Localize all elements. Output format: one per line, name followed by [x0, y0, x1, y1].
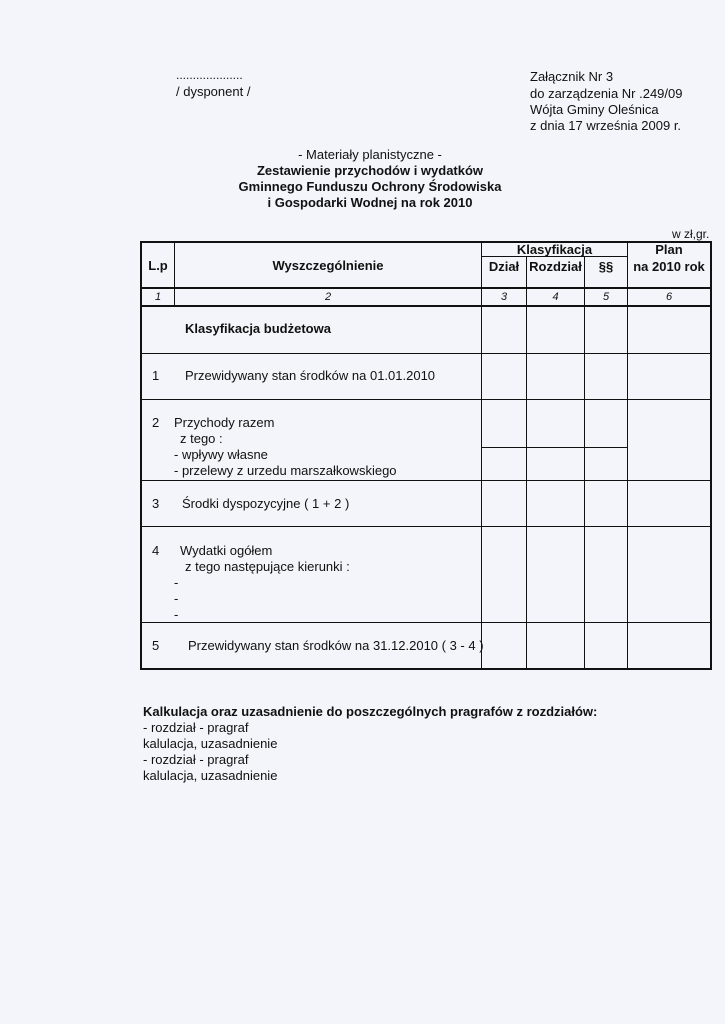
row-number: 5 [152, 638, 160, 653]
row-description: - [174, 591, 179, 606]
footer-line: kalulacja, uzasadnienie [143, 768, 278, 783]
annex-line: Wójta Gminy Oleśnica [530, 102, 659, 117]
row-description: - [174, 607, 179, 622]
row-description: Przewidywany stan środków na 31.12.2010 ( 3 - 4 ) [188, 638, 484, 653]
row-number: 2 [152, 415, 160, 430]
document-title-line: i Gospodarki Wodnej na rok 2010 [267, 195, 473, 210]
column-number: 4 [552, 291, 559, 303]
footer-heading: Kalkulacja oraz uzasadnienie do poszczególnych pragrafów z rozdziałów: [143, 704, 598, 719]
row-description: z tego : [180, 431, 223, 446]
footer-line: kalulacja, uzasadnienie [143, 736, 278, 751]
annex-line: do zarządzenia Nr .249/09 [530, 86, 683, 101]
row-description: Przychody razem [174, 415, 275, 430]
disponent-dots: .................... [176, 68, 243, 82]
column-number: 6 [665, 291, 673, 303]
header-rozdzial: Rozdział [529, 259, 582, 274]
row-number: 1 [152, 368, 160, 383]
annex-line: Załącznik Nr 3 [530, 69, 614, 84]
footer-line: - rozdział - pragraf [143, 752, 249, 767]
footer-line: - rozdział - pragraf [143, 720, 249, 735]
document-title-line: Gminnego Funduszu Ochrony Środowiska [238, 179, 502, 194]
header-description: Wyszczególnienie [272, 258, 384, 273]
row-number: 3 [152, 496, 160, 511]
header-lp: L.p [148, 258, 168, 273]
column-number: 5 [602, 291, 610, 303]
column-number: 1 [154, 291, 162, 303]
row-description: - wpływy własne [174, 447, 268, 462]
unit-label: w zł,gr. [672, 227, 710, 241]
row-description: Przewidywany stan środków na 01.01.2010 [185, 368, 436, 383]
header-classification: Klasyfikacja [516, 242, 593, 257]
header-paragraph: §§ [598, 259, 614, 274]
row-description: Wydatki ogółem [180, 543, 273, 558]
header-plan-year: na 2010 rok [633, 259, 705, 274]
header-dzial: Dział [488, 259, 520, 274]
header-plan: Plan [655, 242, 683, 257]
column-number: 2 [324, 291, 332, 303]
document-title-line: Zestawienie przychodów i wydatków [256, 163, 484, 178]
row-description: - [174, 575, 179, 590]
row-description: z tego następujące kierunki : [185, 559, 350, 574]
disponent-label: / dysponent / [176, 84, 251, 99]
section-title: Klasyfikacja budżetowa [185, 321, 331, 336]
column-number: 3 [500, 291, 508, 303]
row-description: - przelewy z urzedu marszałkowskiego [174, 463, 397, 478]
document-subtitle: - Materiały planistyczne - [298, 147, 442, 162]
row-number: 4 [152, 543, 160, 558]
row-description: Środki dyspozycyjne ( 1 + 2 ) [182, 496, 350, 511]
annex-line: z dnia 17 września 2009 r. [530, 118, 682, 133]
